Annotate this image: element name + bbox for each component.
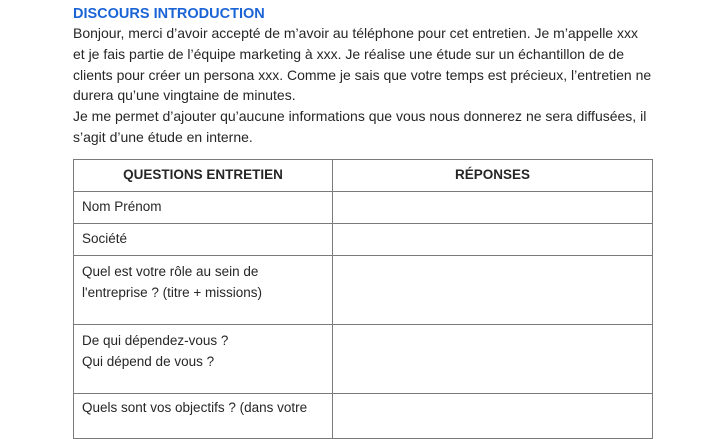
answer-cell[interactable] — [333, 192, 653, 224]
question-text: De qui dépendez-vous ? — [82, 333, 229, 348]
intro-line: durera qu’une vingtaine de minutes. — [73, 87, 296, 104]
question-text: Quels sont vos objectifs ? (dans votre — [82, 400, 308, 415]
intro-paragraph — [73, 23, 673, 148]
question-cell — [74, 256, 333, 325]
question-text: Société — [82, 231, 128, 247]
question-text: Nom Prénom — [82, 199, 162, 215]
answer-cell[interactable] — [333, 224, 653, 256]
intro-line: s’agit d’une étude en interne. — [73, 128, 253, 145]
intro-line: Je me permet d’ajouter qu’aucune informations que vous nous donnerez ne sera diffusées, il — [73, 108, 647, 125]
header-questions: QUESTIONS ENTRETIEN — [74, 160, 333, 192]
answer-cell[interactable] — [333, 256, 653, 325]
answer-cell[interactable] — [333, 394, 653, 439]
intro-line: Bonjour, merci d’avoir accepté de m’avoir au téléphone pour cet entretien. Je m’appelle xxx — [73, 25, 638, 41]
table-row — [74, 325, 653, 394]
answer-cell[interactable] — [333, 325, 653, 394]
intro-line: clients pour créer un persona xxx. Comme je sais que votre temps est précieux, l’entretien ne — [73, 66, 652, 83]
header-answers: RÉPONSES — [333, 160, 653, 192]
table-row — [74, 256, 653, 325]
question-text: Quel est votre rôle au sein de — [82, 264, 259, 279]
table-row — [74, 192, 653, 224]
question-text: Qui dépend de vous ? — [82, 353, 215, 369]
question-cell — [74, 325, 333, 394]
interview-table — [73, 159, 653, 439]
table-row — [74, 224, 653, 256]
intro-line: et je fais partie de l’équipe marketing à xxx. Je réalise une étude sur un échantillon de de — [73, 45, 625, 62]
question-cell — [74, 224, 333, 256]
table-header-row — [74, 160, 653, 192]
table-row — [74, 394, 653, 439]
question-cell — [74, 394, 333, 439]
question-cell — [74, 192, 333, 224]
question-text: l'entreprise ? (titre + missions) — [82, 284, 263, 300]
intro-heading: DISCOURS INTRODUCTION — [73, 6, 265, 22]
